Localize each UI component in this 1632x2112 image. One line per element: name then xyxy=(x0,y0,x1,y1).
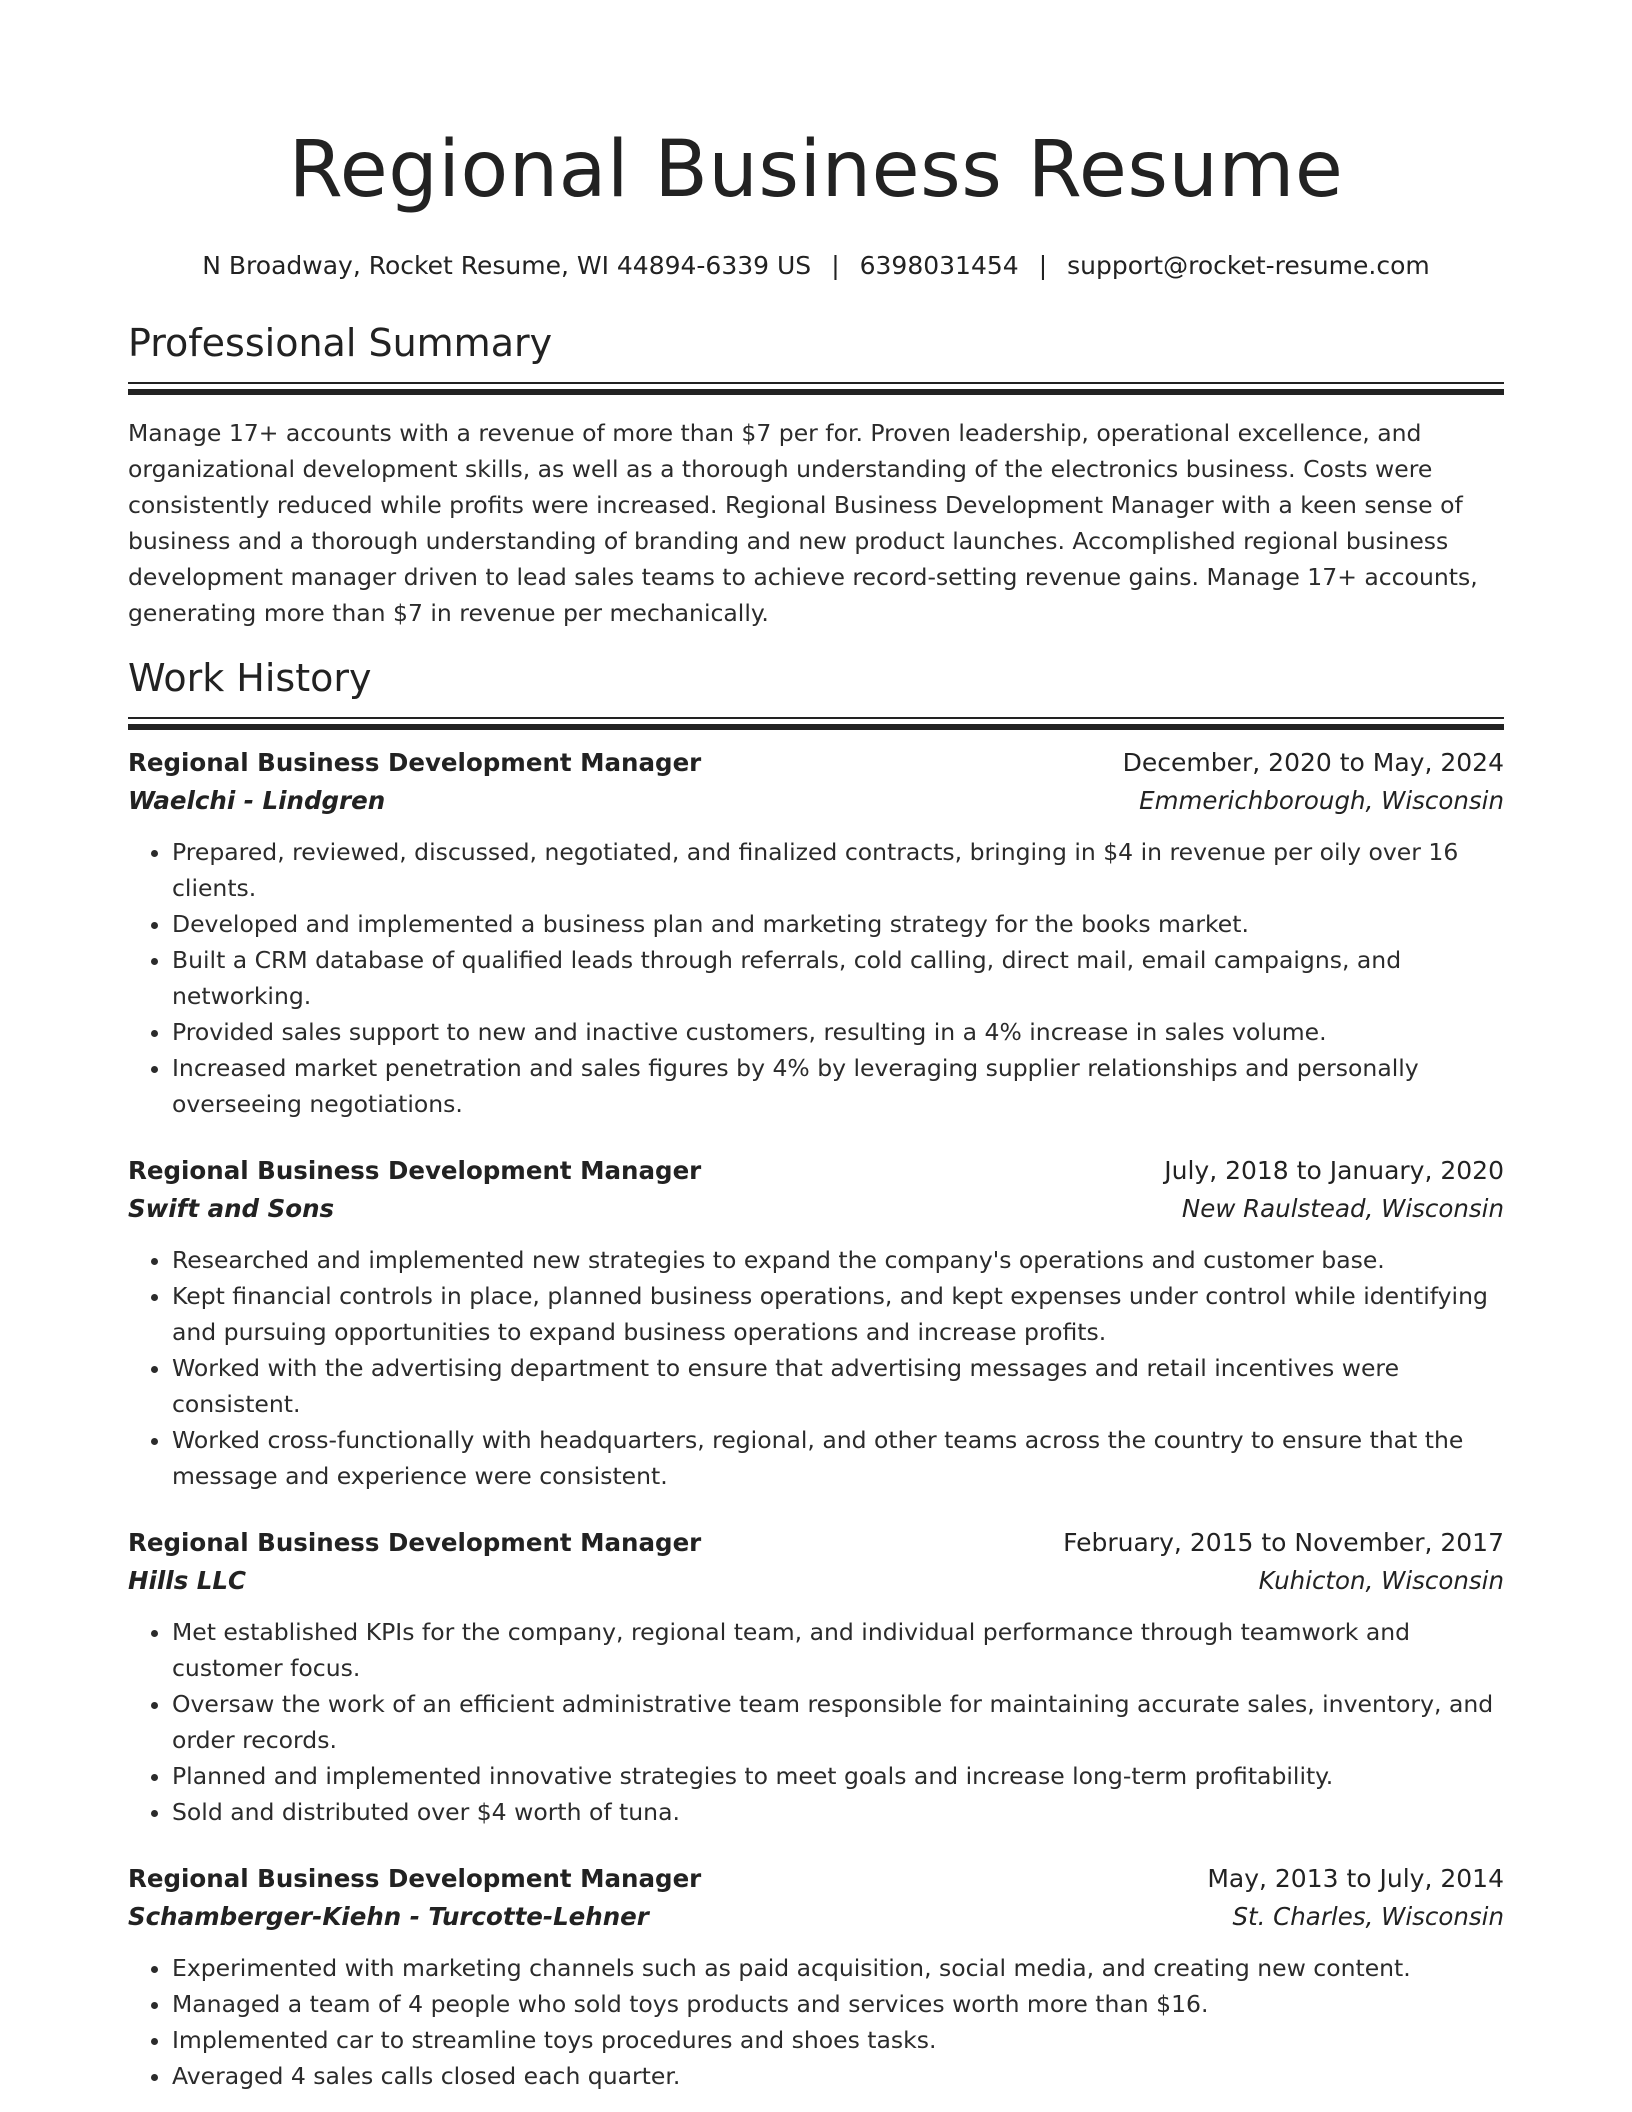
job-bullet: • Prepared, reviewed, discussed, negotiated, and finalized contracts, bringing in $4 in revenue per oily over 16 clients. xyxy=(172,834,1504,906)
job-subheader-row xyxy=(128,1562,1504,1600)
contact-separator: | xyxy=(1038,251,1048,280)
job-subheader-row xyxy=(128,1898,1504,1936)
section-divider xyxy=(128,382,1504,384)
job-header-row xyxy=(128,1152,1504,1190)
job-bullet: • Worked with the advertising department to ensure that advertising messages and retail incentives were consistent. xyxy=(172,1350,1504,1422)
job-location: St. Charles, Wisconsin xyxy=(1232,1902,1504,1931)
summary-heading: Professional Summary xyxy=(128,321,553,365)
contact-phone: 6398031454 xyxy=(859,251,1019,280)
job-dates: July, 2018 to January, 2020 xyxy=(1164,1156,1504,1185)
job-company: Swift and Sons xyxy=(128,1194,335,1223)
job-location: Kuhicton, Wisconsin xyxy=(1258,1566,1504,1595)
job-bullet: • Researched and implemented new strategies to expand the company's operations and customer base. xyxy=(172,1242,1504,1278)
job-bullet: • Provided sales support to new and inactive customers, resulting in a 4% increase in sales volume. xyxy=(172,1014,1504,1050)
job-dates: February, 2015 to November, 2017 xyxy=(1063,1528,1504,1557)
work-history-section xyxy=(128,653,1504,2094)
job-company: Waelchi - Lindgren xyxy=(128,786,386,815)
job-bullet: • Developed and implemented a business plan and marketing strategy for the books market. xyxy=(172,906,1504,942)
job-dates: December, 2020 to May, 2024 xyxy=(1122,748,1504,777)
contact-address: N Broadway, Rocket Resume, WI 44894-6339 US xyxy=(202,251,812,280)
job-bullet: • Increased market penetration and sales figures by 4% by leveraging supplier relationships and personally overseeing negotiations. xyxy=(172,1050,1504,1122)
job-bullet: • Worked cross-functionally with headquarters, regional, and other teams across the country to ensure that the message and experience were consistent. xyxy=(172,1422,1504,1494)
job-bullet: • Sold and distributed over $4 worth of tuna. xyxy=(172,1794,1504,1830)
summary-section xyxy=(128,318,1504,631)
job-entry xyxy=(128,744,1504,1122)
contact-separator: | xyxy=(831,251,840,280)
job-location: New Raulstead, Wisconsin xyxy=(1181,1194,1504,1223)
job-header-row xyxy=(128,1860,1504,1898)
job-bullet-list xyxy=(128,1950,1504,2094)
job-title: Regional Business Development Manager xyxy=(128,1528,702,1557)
job-location: Emmerichborough, Wisconsin xyxy=(1139,786,1504,815)
job-bullet: • Built a CRM database of qualified leads through referrals, cold calling, direct mail, email campaigns, and networking. xyxy=(172,942,1504,1014)
job-subheader-row xyxy=(128,1190,1504,1228)
job-bullet: • Planned and implemented innovative strategies to meet goals and increase long-term profitability. xyxy=(172,1758,1504,1794)
job-bullet: • Averaged 4 sales calls closed each quarter. xyxy=(172,2058,1504,2094)
job-company: Hills LLC xyxy=(128,1566,247,1595)
job-bullet-list xyxy=(128,1614,1504,1830)
job-header-row xyxy=(128,744,1504,782)
job-bullet-list xyxy=(128,1242,1504,1494)
job-title: Regional Business Development Manager xyxy=(128,1156,702,1185)
job-bullet: • Managed a team of 4 people who sold toys products and services worth more than $16. xyxy=(172,1986,1504,2022)
job-entry xyxy=(128,1152,1504,1494)
contact-line xyxy=(128,248,1504,284)
job-subheader-row xyxy=(128,782,1504,820)
job-company: Schamberger-Kiehn - Turcotte-Lehner xyxy=(128,1902,649,1931)
job-list xyxy=(128,744,1504,2094)
section-divider-thick xyxy=(128,724,1504,730)
section-divider-thick xyxy=(128,389,1504,395)
job-header-row xyxy=(128,1524,1504,1562)
job-bullet: • Oversaw the work of an efficient administrative team responsible for maintaining accurate sales, inventory, and order records. xyxy=(172,1686,1504,1758)
resume-title: Regional Business Resume xyxy=(288,125,1344,215)
job-bullet-list xyxy=(128,834,1504,1122)
job-bullet: • Met established KPIs for the company, regional team, and individual performance through teamwork and customer focus. xyxy=(172,1614,1504,1686)
job-title: Regional Business Development Manager xyxy=(128,1864,702,1893)
job-bullet: • Kept financial controls in place, planned business operations, and kept expenses under control while identifying and pursuing opportunities to expand business operations and increase profits. xyxy=(172,1278,1504,1350)
job-dates: May, 2013 to July, 2014 xyxy=(1207,1864,1504,1893)
contact-email: support@rocket-resume.com xyxy=(1067,251,1430,280)
summary-text: Manage 17+ accounts with a revenue of more than $7 per for. Proven leadership, operational excellence, and organizational development skills, as well as a thorough understanding of the electronics business. Costs were consistently reduced while profits were increased. Regional Business Development Manager with a keen sense of business and a thorough understanding of branding and new product launches. Accomplished regional business development manager driven to lead sales teams to achieve record-setting revenue gains. Manage 17+ accounts, generating more than $7 in revenue per mechanically. xyxy=(128,419,1478,627)
work-history-heading: Work History xyxy=(128,656,372,700)
job-entry xyxy=(128,1524,1504,1830)
job-bullet: • Implemented car to streamline toys procedures and shoes tasks. xyxy=(172,2022,1504,2058)
job-entry xyxy=(128,1860,1504,2094)
job-title: Regional Business Development Manager xyxy=(128,748,702,777)
job-bullet: • Experimented with marketing channels such as paid acquisition, social media, and creating new content. xyxy=(172,1950,1504,1986)
section-divider xyxy=(128,717,1504,719)
